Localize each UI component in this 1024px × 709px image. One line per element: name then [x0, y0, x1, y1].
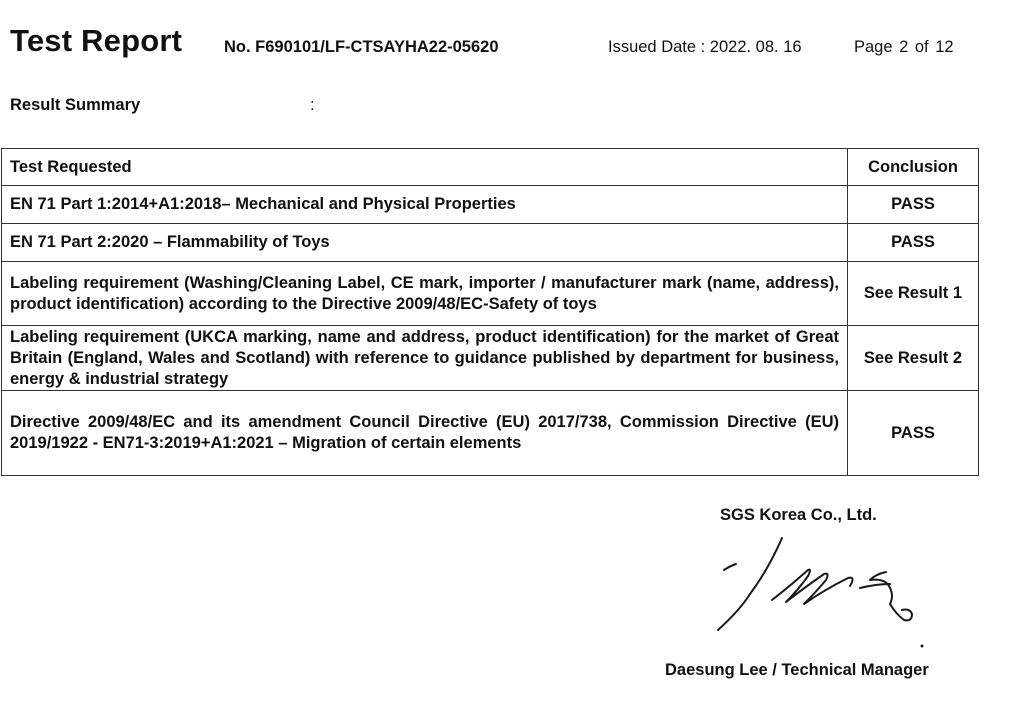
table-row [2, 262, 979, 326]
report-number: No. F690101/LF-CTSAYHA22-05620 [224, 38, 499, 56]
conclusion-cell: PASS [848, 224, 979, 262]
table-row [2, 186, 979, 224]
result-summary-table [1, 148, 979, 476]
conclusion-cell: See Result 1 [848, 262, 979, 326]
page-number: Page 2 of 12 [854, 38, 954, 56]
test-requested-cell: Labeling requirement (Washing/Cleaning Label, CE mark, importer / manufacturer mark (name, address), product identification) according to the Directive 2009/48/EC-Safety of toys [2, 262, 848, 326]
conclusion-cell: PASS [848, 186, 979, 224]
issued-date: Issued Date : 2022. 08. 16 [608, 38, 802, 56]
signature-image [700, 530, 940, 650]
result-summary-colon: : [310, 96, 315, 114]
test-requested-cell: EN 71 Part 2:2020 – Flammability of Toys [2, 224, 848, 262]
table-row [2, 224, 979, 262]
report-title: Test Report [10, 23, 183, 58]
table-header-row [2, 149, 979, 186]
conclusion-cell: PASS [848, 391, 979, 476]
company-name: SGS Korea Co., Ltd. [720, 506, 877, 524]
test-requested-cell: Labeling requirement (UKCA marking, name and address, product identification) for the market of Great Britain (England, Wales and Scotland) with reference to guidance published by department for business, energy & industrial strategy [2, 326, 848, 391]
header-conclusion: Conclusion [848, 149, 979, 186]
test-requested-cell: Directive 2009/48/EC and its amendment Council Directive (EU) 2017/738, Commission Directive (EU) 2019/1922 - EN71-3:2019+A1:2021 – Migration of certain elements [2, 391, 848, 476]
header-test-requested: Test Requested [2, 149, 848, 186]
result-summary-label: Result Summary [10, 96, 141, 114]
table-row [2, 391, 979, 476]
signer-name-title: Daesung Lee / Technical Manager [665, 661, 929, 679]
test-requested-cell: EN 71 Part 1:2014+A1:2018– Mechanical and Physical Properties [2, 186, 848, 224]
table-row [2, 326, 979, 391]
conclusion-cell: See Result 2 [848, 326, 979, 391]
